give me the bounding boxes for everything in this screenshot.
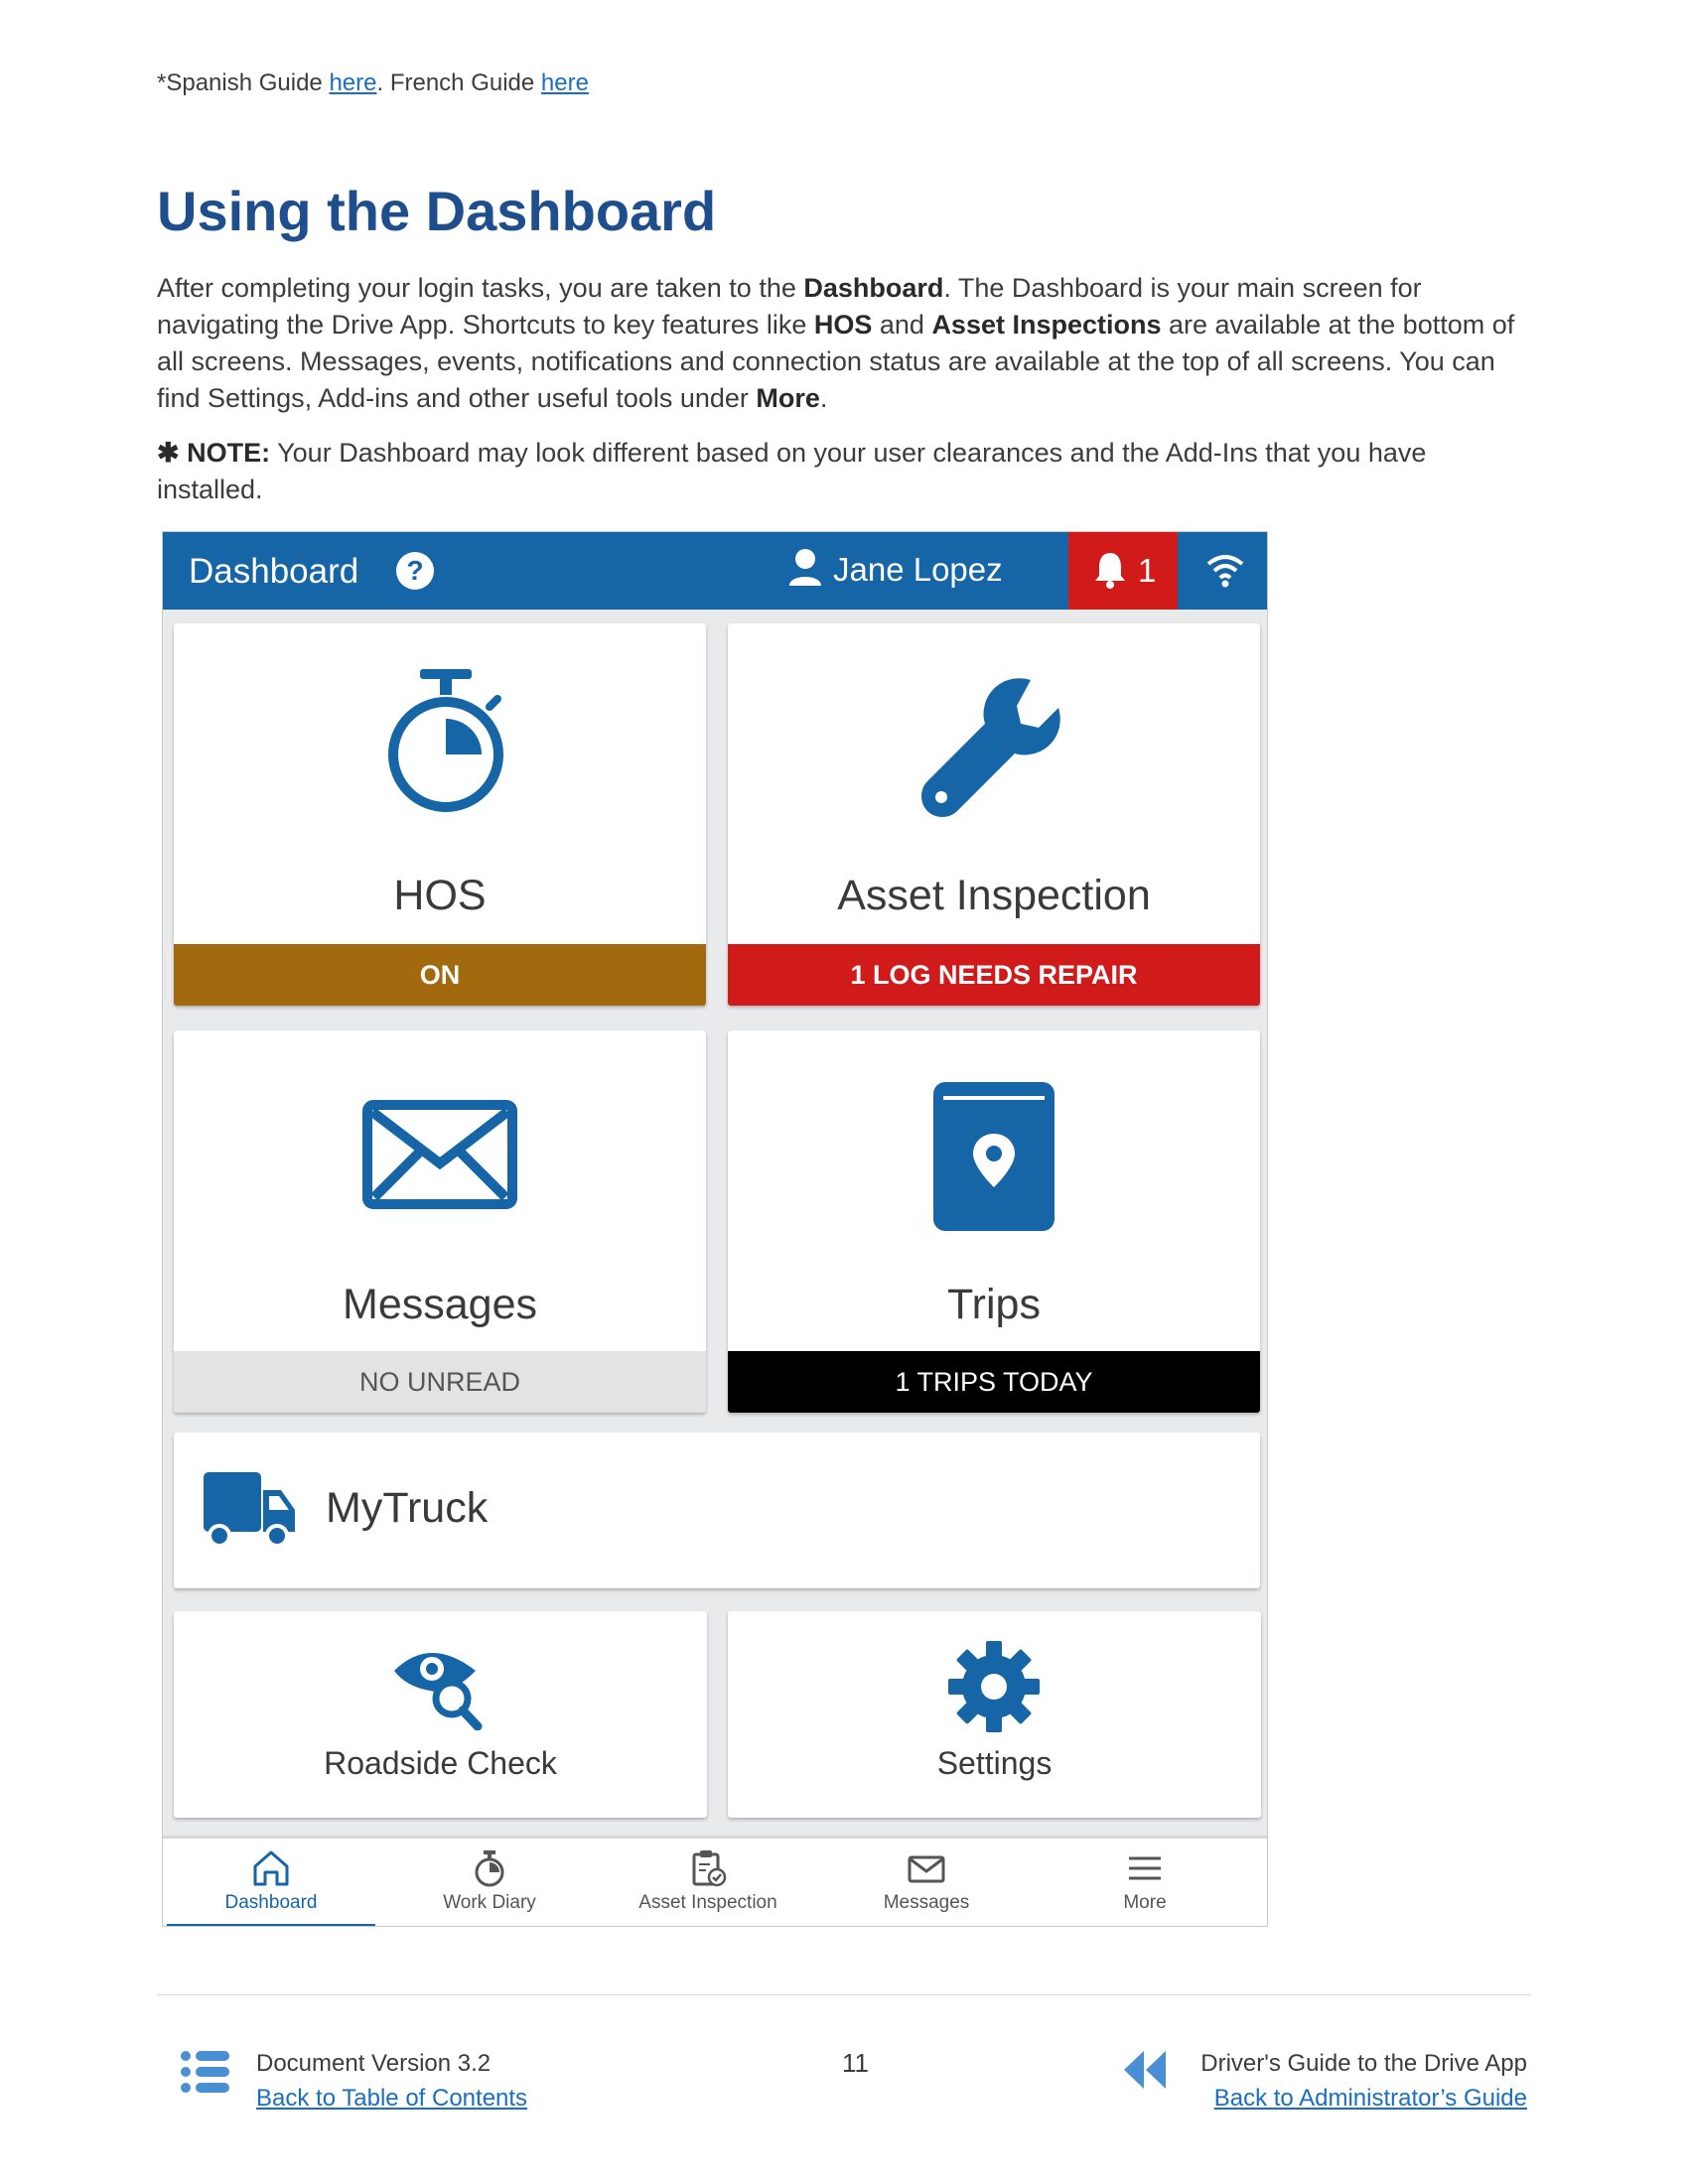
nav-dashboard[interactable]	[172, 1839, 370, 1927]
roadside-check-tile[interactable]	[174, 1611, 707, 1818]
asset-inspection-tile[interactable]	[728, 623, 1260, 1006]
eye-search-icon	[390, 1641, 490, 1730]
stopwatch-icon	[470, 1848, 509, 1888]
messages-status: NO UNREAD	[174, 1351, 706, 1413]
footer-divider	[157, 1994, 1531, 1995]
intro-text-1: After completing your login tasks, you are taken to the	[157, 273, 804, 303]
intro-text-3: and	[872, 310, 932, 340]
dashboard-screenshot	[162, 531, 1268, 1927]
lang-middle: . French Guide	[376, 69, 541, 96]
spanish-guide-link[interactable]: here	[329, 69, 377, 96]
language-links	[157, 69, 589, 97]
footer-left	[256, 2046, 527, 2116]
note-star-icon: ✱	[157, 438, 188, 468]
stopwatch-icon	[380, 667, 509, 816]
toc-link[interactable]: Back to Table of Contents	[256, 2085, 528, 2112]
bell-icon	[1092, 550, 1128, 590]
wifi-icon	[1205, 552, 1245, 588]
nav-work-diary-label: Work Diary	[443, 1892, 536, 1913]
intro-text-5: .	[819, 383, 828, 413]
hos-tile[interactable]	[174, 623, 706, 1006]
guide-title: Driver's Guide to the Drive App	[1200, 2050, 1527, 2077]
trips-status: 1 TRIPS TODAY	[728, 1351, 1260, 1413]
user-name[interactable]: Jane Lopez	[833, 551, 1003, 588]
gear-icon	[946, 1639, 1042, 1734]
footer-right	[1130, 2046, 1527, 2116]
list-icon	[180, 2049, 231, 2095]
nav-more[interactable]	[1046, 1839, 1244, 1927]
nav-asset-inspection[interactable]	[609, 1839, 807, 1927]
trips-label: Trips	[947, 1281, 1041, 1328]
nav-dashboard-label: Dashboard	[224, 1892, 318, 1913]
notification-button[interactable]	[1068, 532, 1178, 610]
messages-label: Messages	[343, 1281, 537, 1328]
asset-inspection-label: Asset Inspection	[837, 872, 1151, 919]
intro-bold-dashboard: Dashboard	[803, 273, 944, 303]
menu-icon	[1125, 1848, 1165, 1888]
bottom-nav	[163, 1836, 1268, 1927]
intro-text-2: . The Dashboard is your main screen for navigating the Drive App. Shortcuts to key features like	[157, 273, 1422, 340]
nav-asset-inspection-label: Asset Inspection	[638, 1892, 777, 1913]
mytruck-label: MyTruck	[326, 1484, 489, 1532]
lang-prefix: *Spanish Guide	[157, 69, 330, 96]
settings-label: Settings	[936, 1745, 1053, 1781]
map-book-icon	[929, 1076, 1058, 1235]
intro-text-4: are available at the bottom of all screens. Messages, events, notifications and connection status are available at the top of all screens. You can find Settings, Add-ins and other useful tools under	[157, 310, 1515, 413]
wrench-icon	[912, 668, 1070, 827]
intro-bold-hos: HOS	[813, 310, 873, 340]
notification-count: 1	[1138, 552, 1157, 589]
nav-more-label: More	[1123, 1892, 1167, 1913]
intro-paragraph	[157, 270, 1527, 417]
user-icon	[788, 548, 822, 588]
asset-inspection-status: 1 LOG NEEDS REPAIR	[728, 944, 1260, 1006]
note-text: Your Dashboard may look different based on your user clearances and the Add-Ins that you have installed.	[157, 438, 1427, 504]
app-top-bar	[163, 532, 1268, 610]
nav-messages[interactable]	[827, 1839, 1026, 1927]
messages-tile[interactable]	[174, 1030, 706, 1413]
intro-bold-asset: Asset Inspections	[931, 310, 1162, 340]
envelope-icon	[907, 1848, 946, 1888]
page-number: 11	[842, 2048, 869, 2078]
intro-bold-more: More	[756, 383, 820, 413]
note-paragraph	[157, 435, 1527, 508]
settings-tile[interactable]	[728, 1611, 1261, 1818]
page-title: Using the Dashboard	[157, 180, 717, 242]
admin-guide-link[interactable]: Back to Administrator’s Guide	[1213, 2085, 1527, 2112]
home-icon	[251, 1848, 291, 1888]
envelope-icon	[362, 1100, 517, 1209]
trips-tile[interactable]	[728, 1030, 1260, 1413]
clipboard-check-icon	[688, 1848, 728, 1888]
mytruck-tile[interactable]	[174, 1433, 1260, 1588]
french-guide-link[interactable]: here	[540, 69, 589, 96]
hos-status: ON	[174, 944, 706, 1006]
nav-active-indicator	[167, 1924, 375, 1927]
document-version: Document Version 3.2	[256, 2050, 492, 2077]
hos-label: HOS	[393, 872, 487, 919]
nav-work-diary[interactable]	[390, 1839, 589, 1927]
nav-messages-label: Messages	[883, 1892, 970, 1913]
app-title: Dashboard	[189, 552, 359, 591]
help-icon[interactable]: ?	[396, 552, 434, 590]
note-label: NOTE:	[187, 438, 271, 468]
roadside-check-label: Roadside Check	[324, 1745, 557, 1781]
truck-icon	[202, 1468, 297, 1552]
